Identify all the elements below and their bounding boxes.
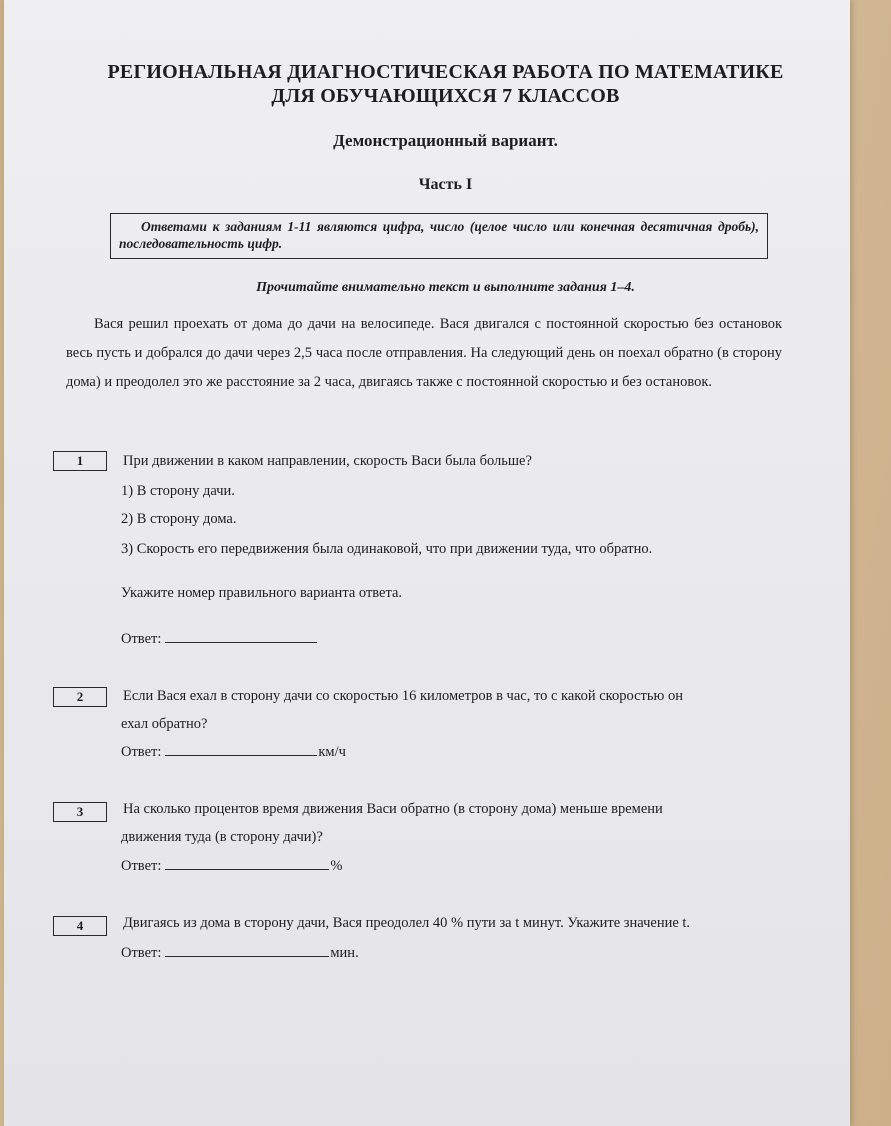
task-2-answer-row (121, 741, 346, 762)
task-2-question-line-1: Если Вася ехал в сторону дачи со скоростью 16 километров в час, то с какой скоростью он (123, 688, 683, 704)
task-1-answer-field[interactable] (165, 628, 317, 643)
task-4-answer-row (121, 942, 359, 963)
task-3-answer-label: Ответ: (121, 858, 162, 874)
task-3-answer-row (121, 855, 342, 876)
task-number-box-2: 2 (53, 687, 107, 707)
task-1-option-3: 3) Скорость его передвижения была одинаковой, что при движении туда, что обратно. (121, 541, 653, 557)
task-1-option-1: 1) В сторону дачи. (121, 483, 235, 499)
task-2-answer-field[interactable] (165, 741, 317, 756)
task-number-box-4: 4 (53, 916, 107, 936)
task-1-option-2: 2) В сторону дома. (121, 511, 237, 527)
task-4-answer-label: Ответ: (121, 945, 162, 961)
answer-format-notice: Ответами к заданиям 1-11 являются цифра, число (целое число или конечная десятичная дробь), последовательность цифр. (110, 213, 768, 259)
task-1-answer-row (121, 628, 317, 649)
task-number-box-3: 3 (53, 802, 107, 822)
part-heading: Часть I (418, 176, 473, 193)
task-3-question-line-2: движения туда (в сторону дачи)? (121, 829, 323, 845)
reading-instruction: Прочитайте внимательно текст и выполните задания 1–4. (256, 280, 635, 295)
task-4-question: Двигаясь из дома в сторону дачи, Вася преодолел 40 % пути за t минут. Укажите значение t. (123, 915, 691, 931)
variant-subtitle: Демонстрационный вариант. (333, 131, 558, 150)
title-line-2: ДЛЯ ОБУЧАЮЩИХСЯ 7 КЛАССОВ (271, 85, 620, 107)
task-2-question-line-2: ехал обратно? (121, 716, 208, 732)
title-line-1: РЕГИОНАЛЬНАЯ ДИАГНОСТИЧЕСКАЯ РАБОТА ПО МАТЕМАТИКЕ (107, 61, 784, 83)
task-4-unit: мин. (330, 945, 359, 961)
task-3-answer-field[interactable] (165, 855, 329, 870)
task-1-question: При движении в каком направлении, скорость Васи была больше? (123, 453, 532, 469)
page-title (0, 60, 891, 108)
task-4-answer-field[interactable] (165, 942, 329, 957)
problem-passage: Вася решил проехать от дома до дачи на велосипеде. Вася двигался с постоянной скоростью без остановок весь пусть и добрался до дачи через 2,5 часа после отправления. На следующий день он поехал обратно (в сторону дома) и преодолел это же расстояние за 2 часа, двигаясь также с постоянной скоростью и без остановок. (66, 316, 782, 390)
task-2-unit: км/ч (318, 744, 346, 760)
task-3-unit: % (330, 858, 343, 874)
task-number-box-1: 1 (53, 451, 107, 471)
task-3-question-line-1: На сколько процентов время движения Васи обратно (в сторону дома) меньше времени (123, 801, 663, 817)
task-2-answer-label: Ответ: (121, 744, 162, 760)
task-1-hint: Укажите номер правильного варианта ответа. (121, 585, 403, 601)
task-1-answer-label: Ответ: (121, 631, 162, 647)
